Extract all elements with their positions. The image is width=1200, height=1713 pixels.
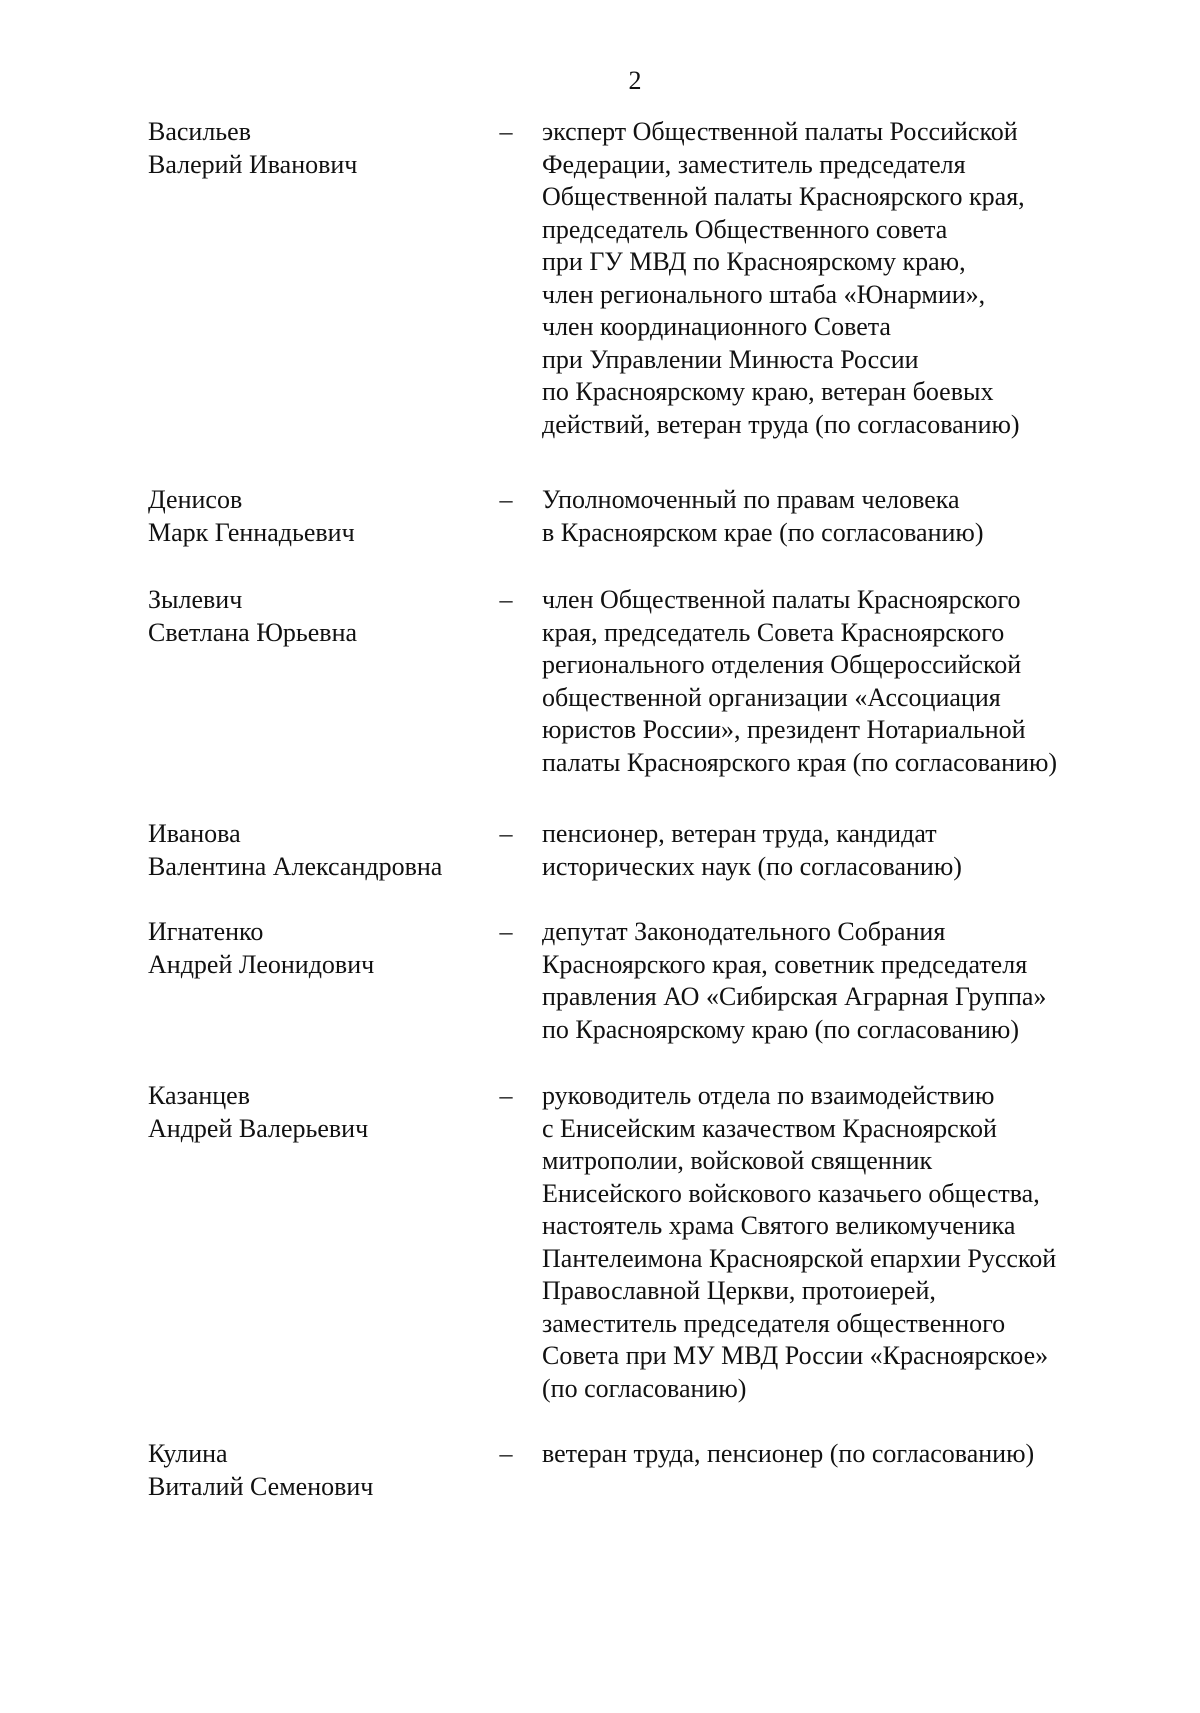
member-given-names: Светлана Юрьевна: [148, 617, 358, 647]
position-line: ветеран труда, пенсионер (по согласованию): [542, 1439, 1035, 1468]
position-line: Пантелеимона Красноярской епархии Русской: [542, 1243, 1057, 1273]
member-name: [148, 1438, 488, 1503]
position-line: палаты Красноярского края (по согласованию): [542, 747, 1058, 777]
member-surname: Казанцев: [148, 1081, 250, 1110]
member-surname: Иванова: [148, 819, 241, 848]
position-line: по Красноярскому краю (по согласованию): [542, 1014, 1020, 1044]
member-dash: –: [499, 117, 513, 146]
position-line: митрополии, войсковой священник: [542, 1146, 933, 1175]
position-line: по Красноярскому краю, ветеран боевых: [542, 377, 994, 406]
position-line: депутат Законодательного Собрания: [542, 917, 946, 946]
member-given-names: Марк Геннадьевич: [148, 517, 355, 547]
member-surname: Зылевич: [148, 585, 243, 614]
page-number: 2: [628, 66, 642, 95]
position-line: юристов России», президент Нотариальной: [542, 715, 1026, 744]
member-surname: Васильев: [148, 117, 251, 146]
position-line: при Управлении Минюста России: [542, 344, 919, 374]
member-position: [542, 818, 1102, 883]
position-line: края, председатель Совета Красноярского: [542, 617, 1005, 647]
member-surname: Денисов: [148, 485, 243, 514]
member-dash: –: [499, 585, 513, 614]
position-line: Православной Церкви, протоиерей,: [542, 1276, 936, 1305]
position-line: член регионального штаба «Юнармии»,: [542, 279, 986, 309]
position-line: регионального отделения Общероссийской: [542, 650, 1022, 679]
position-line: (по согласованию): [542, 1373, 747, 1403]
member-surname: Кулина: [148, 1439, 228, 1468]
member-dash: –: [499, 1081, 513, 1110]
position-line: правления АО «Сибирская Аграрная Группа»: [542, 982, 1047, 1011]
member-position: [542, 584, 1102, 779]
position-line: Общественной палаты Красноярского края,: [542, 182, 1025, 211]
position-line: пенсионер, ветеран труда, кандидат: [542, 819, 937, 848]
position-line: Совета при МУ МВД России «Красноярское»: [542, 1341, 1049, 1370]
position-line: настоятель храма Святого великомученика: [542, 1211, 1016, 1240]
member-position: [542, 116, 1102, 441]
position-line: Красноярского края, советник председателя: [542, 949, 1028, 979]
position-line: при ГУ МВД по Красноярскому краю,: [542, 247, 966, 276]
member-name: [148, 916, 488, 981]
position-line: Уполномоченный по правам человека: [542, 485, 960, 514]
member-given-names: Валентина Александровна: [148, 851, 443, 881]
member-dash: –: [499, 485, 513, 514]
member-given-names: Андрей Валерьевич: [148, 1113, 369, 1143]
member-dash: –: [499, 1439, 513, 1468]
member-dash: –: [499, 917, 513, 946]
position-line: Енисейского войскового казачьего общества,: [542, 1178, 1040, 1208]
member-position: [542, 1080, 1102, 1405]
position-line: общественной организации «Ассоциация: [542, 682, 1001, 712]
member-dash: –: [499, 819, 513, 848]
position-line: действий, ветеран труда (по согласованию): [542, 409, 1020, 439]
member-name: [148, 116, 488, 181]
position-line: эксперт Общественной палаты Российской: [542, 117, 1018, 146]
member-position: [542, 916, 1102, 1046]
member-name: [148, 484, 488, 549]
position-line: заместитель председателя общественного: [542, 1308, 1006, 1338]
member-position: [542, 484, 1102, 549]
position-line: руководитель отдела по взаимодействию: [542, 1081, 995, 1110]
member-name: [148, 584, 488, 649]
member-position: [542, 1438, 1102, 1471]
position-line: председатель Общественного совета: [542, 214, 948, 244]
position-line: с Енисейским казачеством Красноярской: [542, 1113, 997, 1143]
member-given-names: Андрей Леонидович: [148, 949, 375, 979]
position-line: член Общественной палаты Красноярского: [542, 585, 1021, 614]
member-given-names: Виталий Семенович: [148, 1471, 374, 1501]
position-line: Федерации, заместитель председателя: [542, 149, 966, 179]
member-surname: Игнатенко: [148, 917, 264, 946]
position-line: исторических наук (по согласованию): [542, 851, 962, 881]
member-name: [148, 818, 488, 883]
position-line: в Красноярском крае (по согласованию): [542, 517, 984, 547]
member-name: [148, 1080, 488, 1145]
member-given-names: Валерий Иванович: [148, 149, 358, 179]
position-line: член координационного Совета: [542, 312, 891, 341]
